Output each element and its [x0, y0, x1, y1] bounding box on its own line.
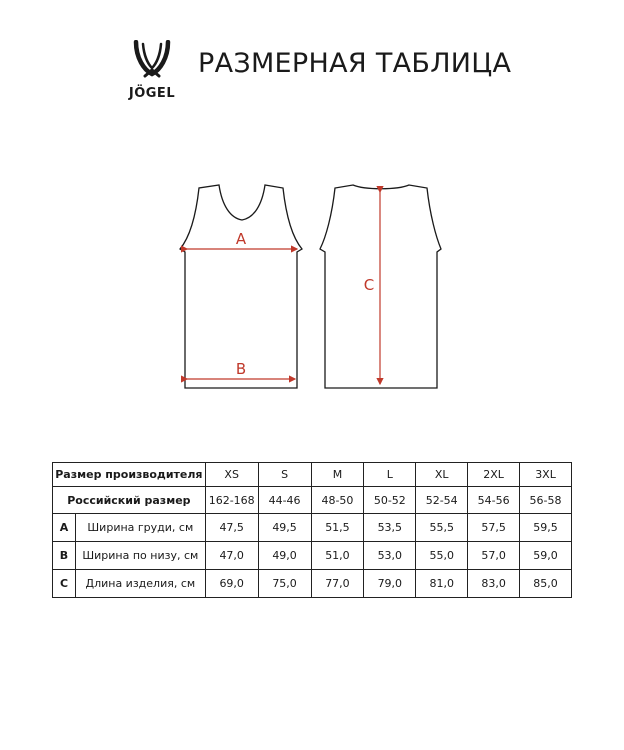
value-cell: 85,0: [520, 570, 572, 598]
row-code: A: [53, 514, 76, 542]
size-table: [52, 462, 572, 598]
value-cell: 57,5: [468, 514, 520, 542]
russian-size-cell: 48-50: [311, 487, 364, 514]
header-manufacturer: Размер производителя: [53, 463, 206, 487]
table-row-c: [53, 570, 572, 598]
russian-size-cell: 52-54: [416, 487, 468, 514]
value-cell: 57,0: [468, 542, 520, 570]
size-cell: XS: [205, 463, 258, 487]
value-cell: 83,0: [468, 570, 520, 598]
table-row-a: [53, 514, 572, 542]
size-cell: L: [364, 463, 416, 487]
row-label: Длина изделия, см: [75, 570, 205, 598]
value-cell: 53,5: [364, 514, 416, 542]
page-title: РАЗМЕРНАЯ ТАБЛИЦА: [198, 48, 512, 79]
value-cell: 51,0: [311, 542, 364, 570]
label-b: B: [235, 360, 247, 378]
table-row-russian: [53, 487, 572, 514]
russian-size-cell: 54-56: [468, 487, 520, 514]
value-cell: 47,0: [205, 542, 258, 570]
value-cell: 79,0: [364, 570, 416, 598]
size-cell: 3XL: [520, 463, 572, 487]
row-code: B: [53, 542, 76, 570]
row-label: Ширина по низу, см: [75, 542, 205, 570]
size-cell: M: [311, 463, 364, 487]
russian-size-cell: 162-168: [205, 487, 258, 514]
value-cell: 69,0: [205, 570, 258, 598]
value-cell: 55,0: [416, 542, 468, 570]
row-code: C: [53, 570, 76, 598]
russian-size-cell: 50-52: [364, 487, 416, 514]
value-cell: 49,5: [258, 514, 311, 542]
value-cell: 49,0: [258, 542, 311, 570]
table-row-b: [53, 542, 572, 570]
value-cell: 81,0: [416, 570, 468, 598]
label-a: A: [235, 230, 247, 248]
russian-size-cell: 56-58: [520, 487, 572, 514]
value-cell: 55,5: [416, 514, 468, 542]
value-cell: 53,0: [364, 542, 416, 570]
value-cell: 77,0: [311, 570, 364, 598]
russian-size-cell: 44-46: [258, 487, 311, 514]
value-cell: 47,5: [205, 514, 258, 542]
value-cell: 75,0: [258, 570, 311, 598]
row-label: Ширина груди, см: [75, 514, 205, 542]
value-cell: 59,5: [520, 514, 572, 542]
label-c: C: [363, 276, 375, 294]
size-cell: XL: [416, 463, 468, 487]
table-row-manufacturer: [53, 463, 572, 487]
size-cell: S: [258, 463, 311, 487]
front-shirt-outline: [180, 185, 302, 388]
size-cell: 2XL: [468, 463, 520, 487]
logo-text: JÖGEL: [128, 86, 176, 101]
value-cell: 51,5: [311, 514, 364, 542]
value-cell: 59,0: [520, 542, 572, 570]
header-russian: Российский размер: [53, 487, 206, 514]
